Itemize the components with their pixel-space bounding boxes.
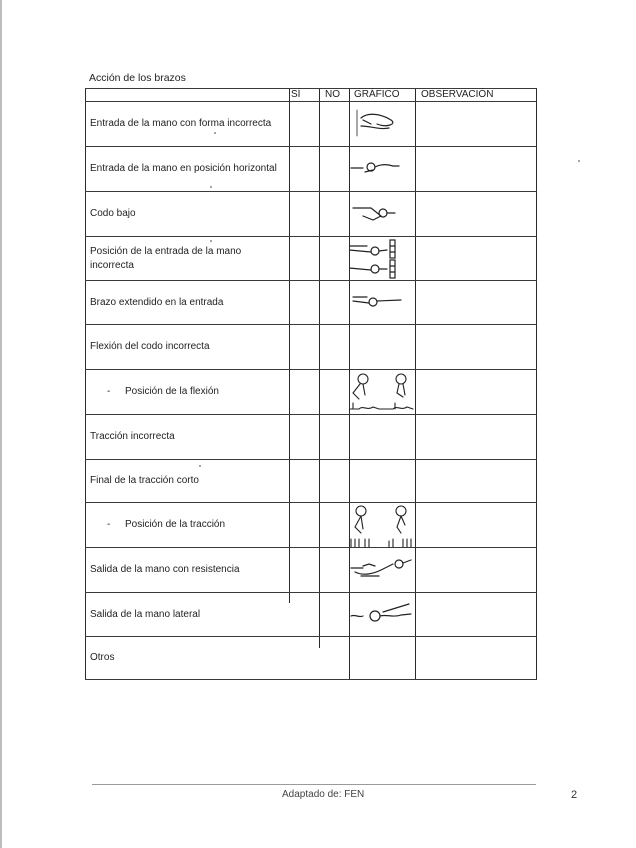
row-label: Final de la tracción corto <box>90 475 199 486</box>
low-elbow-sketch <box>349 196 415 232</box>
scan-speck <box>214 132 216 134</box>
table-border-bottom <box>85 679 537 680</box>
evaluation-table <box>85 88 537 680</box>
flexion-position-sketch <box>349 371 415 415</box>
hand-horizontal-sketch <box>349 152 415 188</box>
row-label: Posición de la entrada de la mano incorrecta <box>90 245 242 271</box>
row-label: Tracción incorrecta <box>90 431 175 442</box>
lateral-exit-sketch <box>349 596 415 632</box>
row-label-text: Posición de la flexión <box>125 386 219 397</box>
row-label: Entrada de la mano con forma incorrecta <box>90 118 272 129</box>
scan-speck <box>578 160 580 162</box>
row-label: Brazo extendido en la entrada <box>90 296 224 308</box>
footer-rule <box>92 784 536 785</box>
page-number: 2 <box>571 789 578 801</box>
header-si: SÍ <box>291 89 301 100</box>
row-label: Salida de la mano lateral <box>90 608 201 620</box>
scan-speck <box>210 186 212 188</box>
row-label: Entrada de la mano en posición horizontal <box>90 163 277 174</box>
row-label-sub <box>107 503 303 547</box>
list-dash: - <box>107 386 111 397</box>
column-divider-si <box>319 88 320 648</box>
scan-speck <box>210 240 212 242</box>
list-dash: - <box>107 519 111 530</box>
traction-position-sketch <box>349 503 415 549</box>
row-label-text: Posición de la tracción <box>125 519 226 530</box>
row-label: Flexión del codo incorrecta <box>90 341 210 352</box>
entry-position-sketch <box>349 238 415 280</box>
extended-arm-sketch <box>349 285 415 321</box>
header-grafico: GRÁFICO <box>354 89 400 100</box>
scan-speck <box>199 465 201 467</box>
footer-source: Adaptado de: FEN <box>282 789 365 800</box>
row-label: Otros <box>90 652 115 663</box>
section-title: Acción de los brazos <box>89 72 186 84</box>
row-label: Salida de la mano con resistencia <box>90 564 240 575</box>
exit-resistance-sketch <box>349 552 415 588</box>
row-label-sub <box>107 370 303 414</box>
hand-entry-shape-sketch <box>349 106 415 142</box>
header-observacion: OBSERVACIÓN <box>421 89 494 100</box>
row-label: Codo bajo <box>90 208 136 219</box>
header-no: NO <box>325 89 340 100</box>
scan-edge <box>0 0 2 848</box>
